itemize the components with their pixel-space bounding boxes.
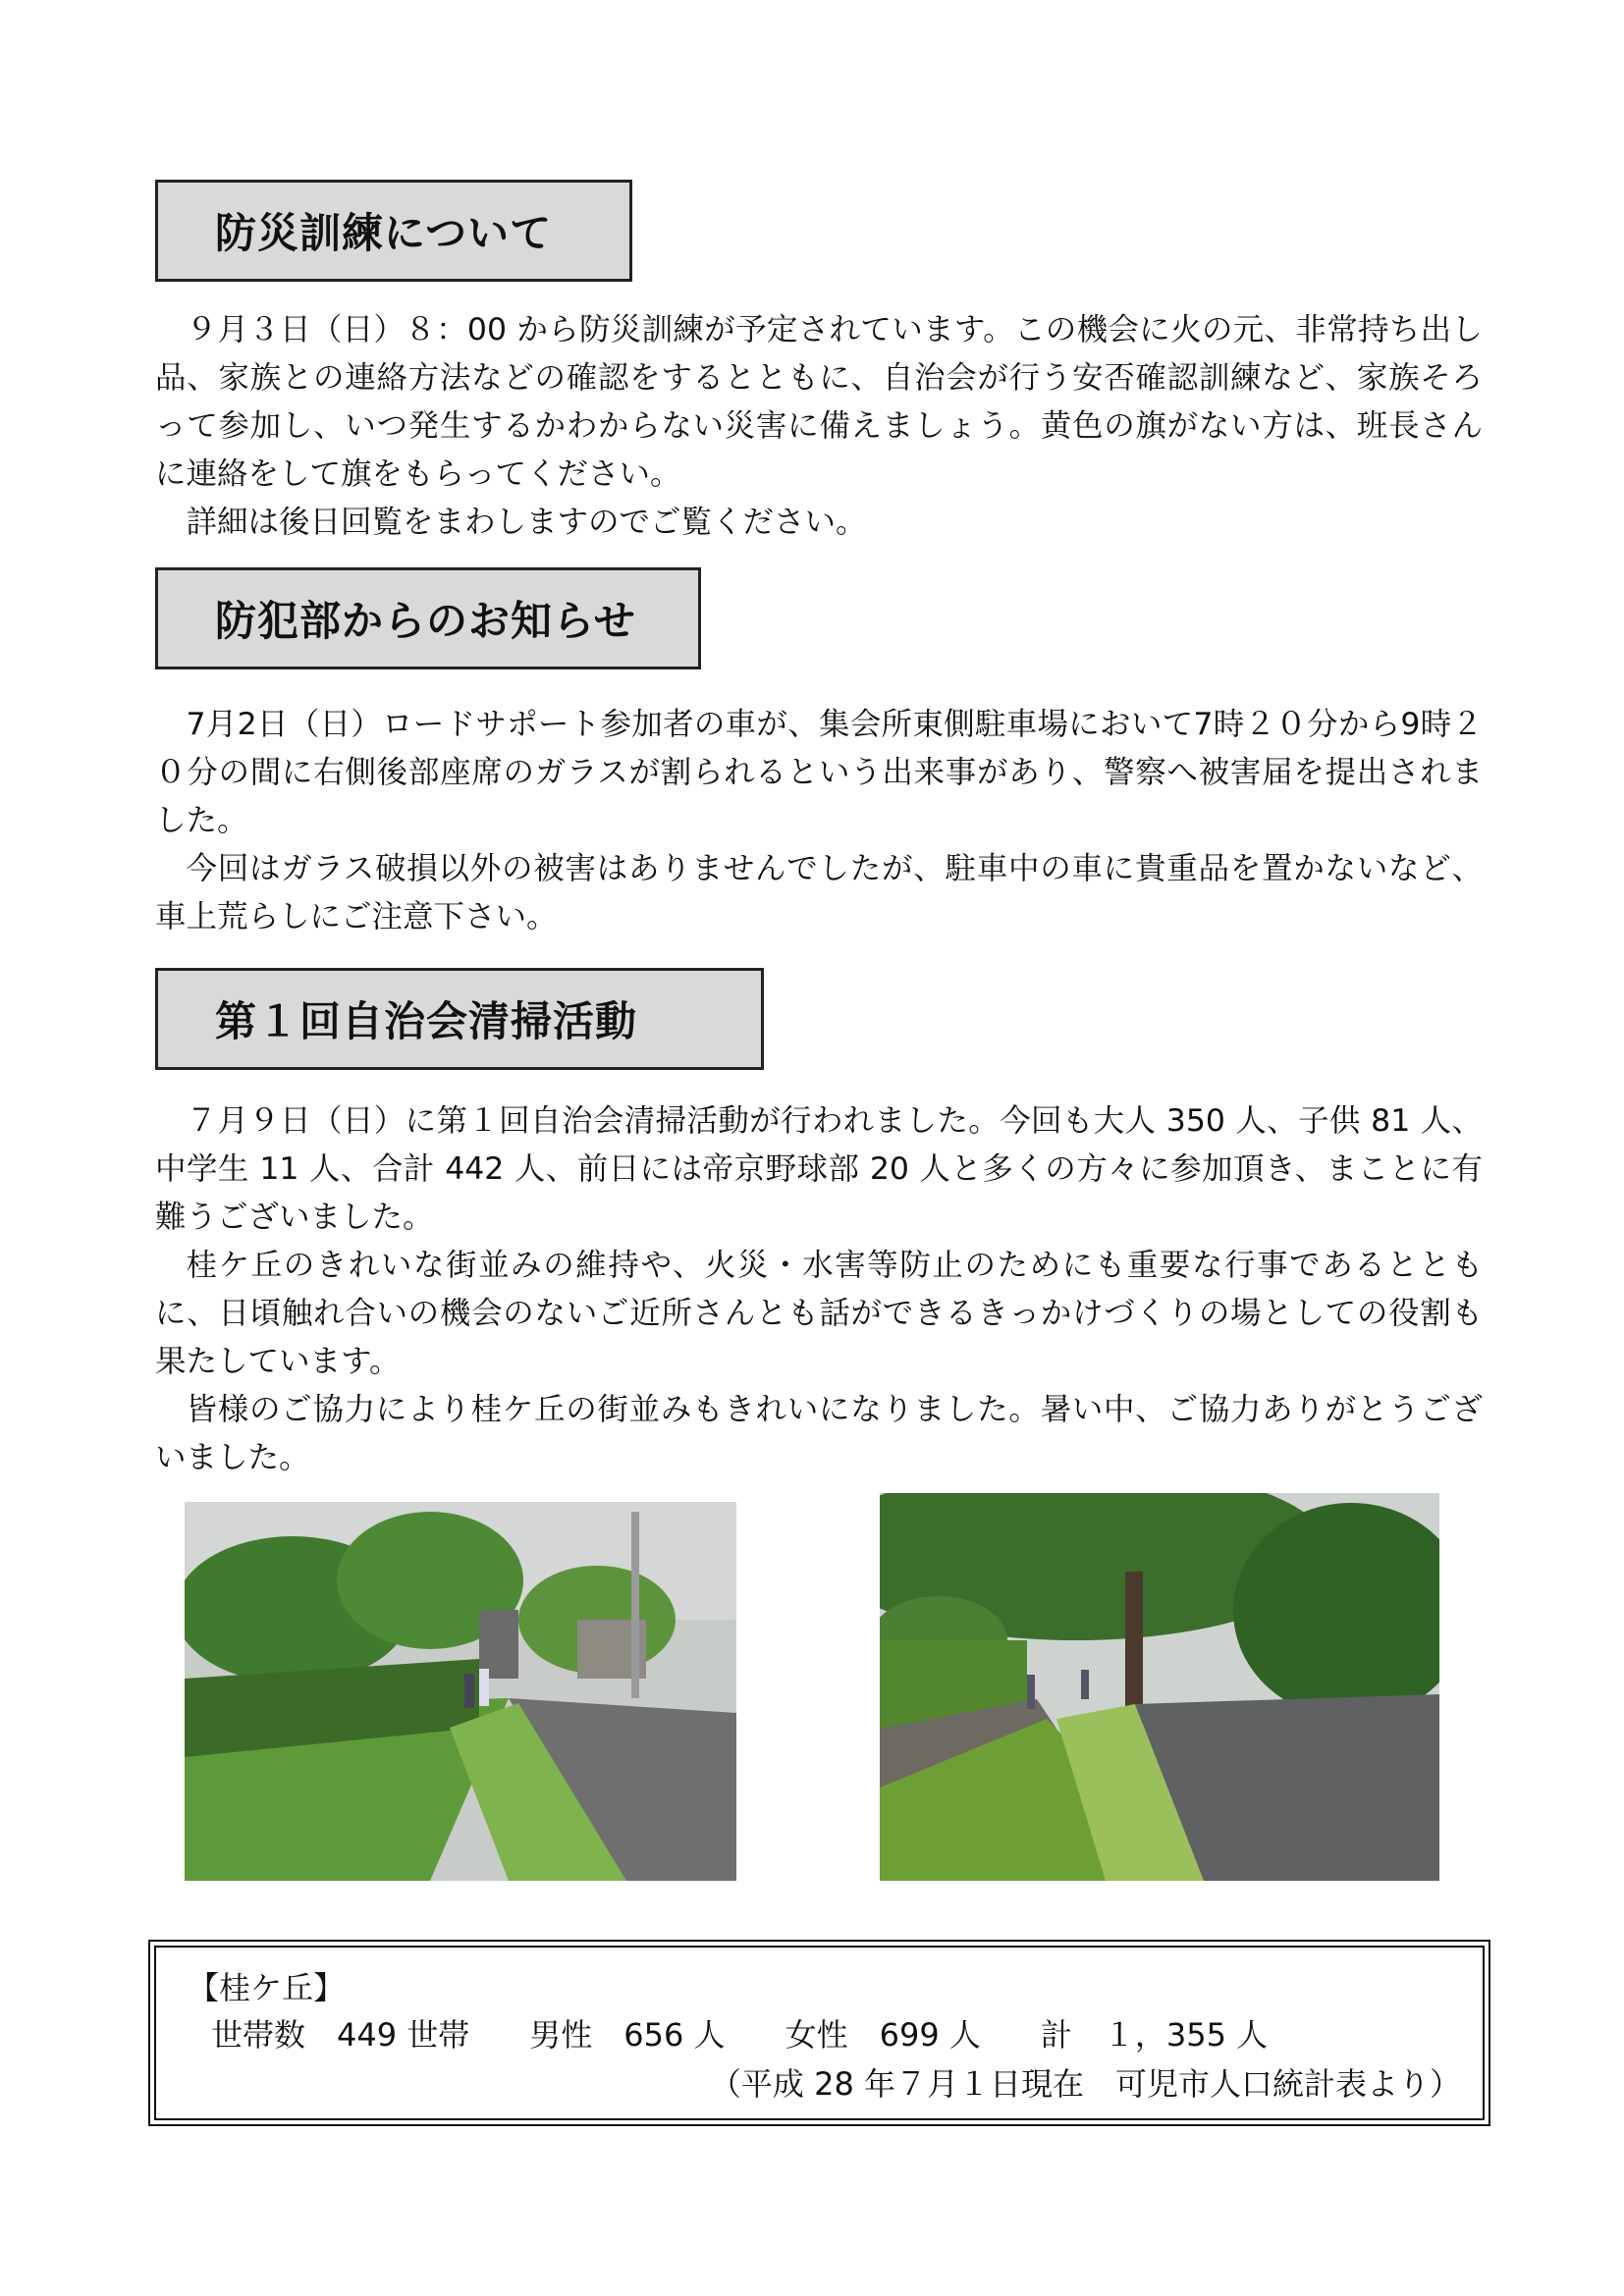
section-heading-crime-prevention: 防犯部からのお知らせ: [155, 567, 701, 669]
section-heading-cleanup: 第１回自治会清掃活動: [155, 968, 764, 1070]
paragraph: 詳細は後日回覧をまわしますのでご覧ください。: [186, 505, 867, 540]
section-body-disaster-drill: [155, 306, 1483, 547]
section-body-cleanup: [155, 1097, 1483, 1482]
cleanup-photo-left: [185, 1502, 736, 1881]
paragraph: 皆様のご協力により桂ケ丘の街並みもきれいになりました。暑い中、ご協力ありがとうございました。: [155, 1392, 1483, 1475]
cleanup-photo-right: [880, 1493, 1439, 1881]
paragraph: 桂ケ丘のきれいな街並みの維持や、火災・水害等防止のためにも重要な行事であるとともに、日頃触れ合いの機会のないご近所さんとも話ができるきっかけづくりの場としての役割も果たしています。: [155, 1248, 1483, 1379]
paragraph: 7月2日（日）ロードサポート参加者の車が、集会所東側駐車場において7時２０分から9時２０分の間に右側後部座席のガラスが割られるという出来事があり、警察へ被害届を提出されました。: [155, 707, 1483, 838]
section-body-crime-prevention: [155, 701, 1483, 941]
stats-total: 計 １，355 人: [1040, 2016, 1269, 2054]
stats-label: 【桂ケ丘】: [188, 1969, 346, 2006]
stats-female: 女性 699 人: [785, 2016, 981, 2054]
stats-row: [211, 2010, 1268, 2056]
stats-households: 世帯数 449 世帯: [211, 2016, 470, 2054]
paragraph: ９月３日（日）８：00 から防災訓練が予定されています。この機会に火の元、非常持ち出し品、家族との連絡方法などの確認をするとともに、自治会が行う安否確認訓練など、家族そろって参加し、いつ発生するかわからない災害に備えましょう。黄色の旗がない方は、班長さんに連絡をして旗をもらってください。: [155, 312, 1483, 492]
stats-male: 男性 656 人: [529, 2016, 726, 2054]
paragraph: ７月９日（日）に第１回自治会清掃活動が行われました。今回も大人 350 人、子供 81 人、中学生 11 人、合計 442 人、前日には帝京野球部 20 人と多くの方々に参加頂き、まことに有難うございました。: [155, 1103, 1483, 1235]
stats-source: （平成 28 年７月１日現在 可児市人口統計表より）: [709, 2065, 1461, 2103]
population-stats-box: [154, 1946, 1485, 2120]
section-heading-disaster-drill: 防災訓練について: [155, 180, 632, 282]
paragraph: 今回はガラス破損以外の被害はありませんでしたが、駐車中の車に貴重品を置かないなど、車上荒らしにご注意下さい。: [155, 851, 1483, 934]
